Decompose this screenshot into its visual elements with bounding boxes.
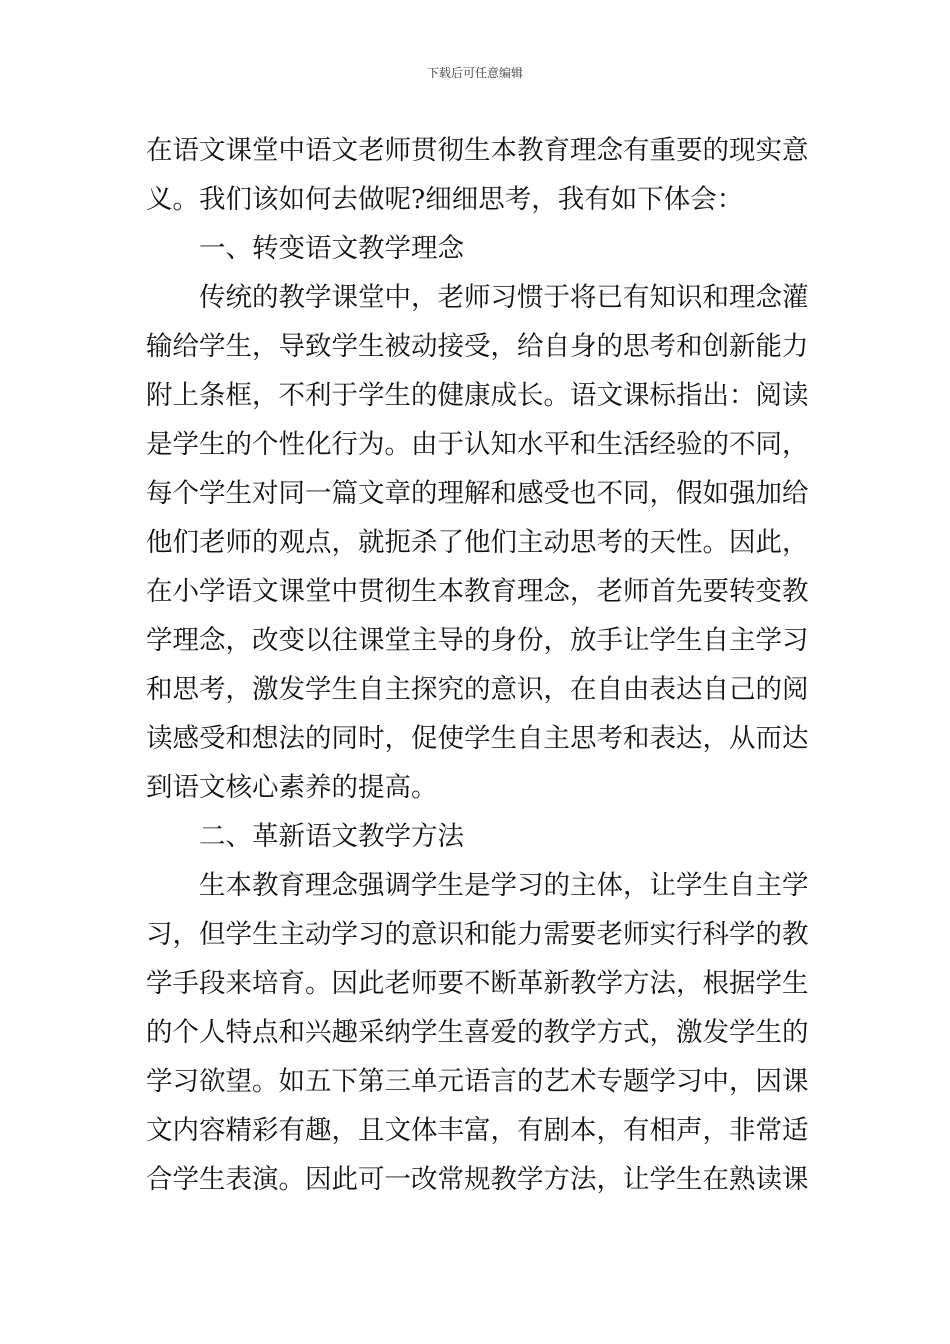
- page-header: 下载后可任意编辑: [426, 66, 523, 80]
- text-line: 义。我们该如何去做呢?细细思考，我有如下体会：: [146, 184, 744, 215]
- text-line: 学手段来培育。因此老师要不断革新教学方法，根据学生: [146, 968, 809, 999]
- text-line: 的个人特点和兴趣采纳学生喜爱的教学方式，激发学生的: [146, 1017, 809, 1048]
- text-line: 每个学生对同一篇文章的理解和感受也不同，假如强加给: [146, 478, 809, 509]
- section-heading: 二、革新语文教学方法: [199, 821, 464, 852]
- section-heading: 一、转变语文教学理念: [199, 233, 464, 264]
- text-line: 学理念，改变以往课堂主导的身份，放手让学生自主学习: [146, 625, 809, 656]
- text-line: 附上条框，不利于学生的健康成长。语文课标指出：阅读: [146, 380, 809, 411]
- text-line: 读感受和想法的同时，促使学生自主思考和表达，从而达: [146, 723, 809, 754]
- text-line: 到语文核心素养的提高。: [146, 772, 438, 803]
- document-body: [146, 126, 812, 1204]
- text-line: 在语文课堂中语文老师贯彻生本教育理念有重要的现实意: [146, 135, 809, 166]
- text-line: 输给学生，导致学生被动接受，给自身的思考和创新能力: [146, 331, 809, 362]
- text-line: 习，但学生主动学习的意识和能力需要老师实行科学的教: [146, 919, 809, 950]
- text-line: 合学生表演。因此可一改常规教学方法，让学生在熟读课: [146, 1164, 809, 1195]
- text-line: 是学生的个性化行为。由于认知水平和生活经验的不同，: [146, 429, 809, 460]
- text-line: 文内容精彩有趣，且文体丰富，有剧本，有相声，非常适: [146, 1115, 809, 1146]
- text-line: 生本教育理念强调学生是学习的主体，让学生自主学: [199, 870, 809, 901]
- text-line: 学习欲望。如五下第三单元语言的艺术专题学习中，因课: [146, 1066, 809, 1097]
- text-line: 在小学语文课堂中贯彻生本教育理念，老师首先要转变教: [146, 576, 809, 607]
- text-line: 和思考，激发学生自主探究的意识，在自由表达自己的阅: [146, 674, 809, 705]
- text-line: 传统的教学课堂中，老师习惯于将已有知识和理念灌: [199, 282, 809, 313]
- text-line: 他们老师的观点，就扼杀了他们主动思考的天性。因此，: [146, 527, 809, 558]
